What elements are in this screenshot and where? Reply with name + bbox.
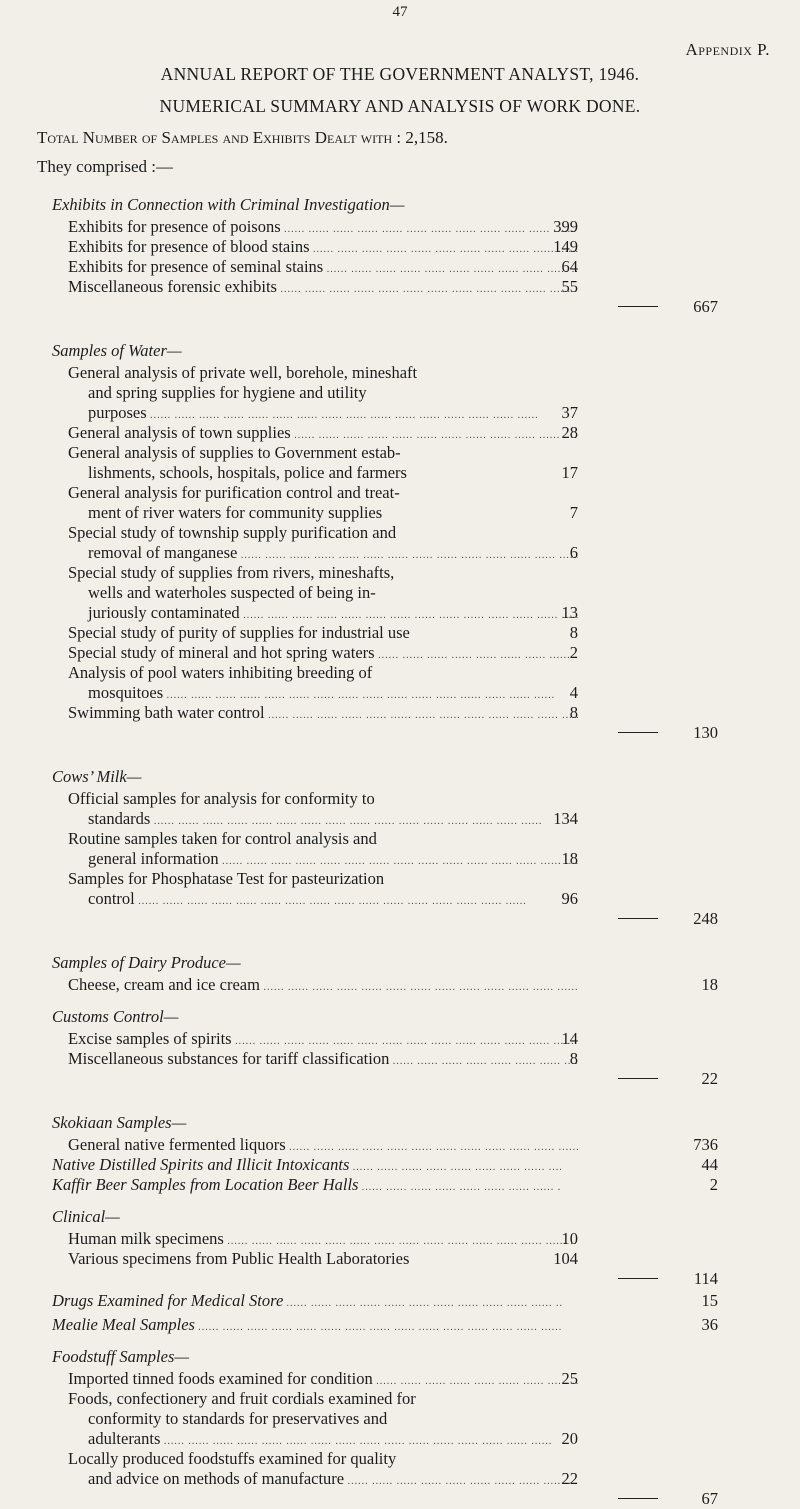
section-total	[0, 1269, 800, 1287]
section-title: Samples of Water—	[52, 341, 182, 360]
item-text: Exhibits for presence of blood stains .....	[68, 237, 578, 257]
item-text: Various specimens from Public Health Laboratories	[68, 1249, 410, 1268]
section-skokiaan	[0, 1111, 800, 1195]
list-item	[0, 257, 800, 277]
list-item	[0, 1229, 800, 1249]
item-value: 37	[561, 403, 578, 422]
drugs-row	[0, 1291, 800, 1311]
item-text: General analysis for purification control and treat-	[68, 483, 400, 502]
item-text: conformity to standards for preservatives and	[88, 1409, 388, 1428]
item-text: Exhibits for presence of seminal stains .....	[68, 257, 578, 277]
appendix-label: Appendix P.	[685, 40, 770, 59]
section-title: Cows’ Milk—	[52, 767, 142, 786]
list-item	[0, 789, 800, 829]
section-foodstuff	[0, 1345, 800, 1507]
item-text: Miscellaneous forensic exhibits .....	[68, 277, 578, 297]
list-item	[0, 217, 800, 237]
list-item	[0, 1029, 800, 1049]
item-value: 6	[569, 543, 578, 562]
section-title: Clinical—	[52, 1207, 120, 1226]
item-text: Samples for Phosphatase Test for pasteurization	[68, 869, 385, 888]
item-text: Exhibits for presence of poisons .....	[68, 217, 578, 237]
item-value: 4	[569, 683, 578, 702]
item-value: 134	[553, 809, 578, 828]
list-item	[0, 1175, 800, 1195]
section-milk	[0, 765, 800, 927]
total-rule	[618, 1498, 658, 1499]
total-rule	[618, 918, 658, 919]
item-text: Official samples for analysis for conformity to	[68, 789, 375, 808]
total-rule	[618, 1078, 658, 1079]
list-item	[0, 975, 800, 995]
page-number: 47	[392, 4, 408, 20]
item-text: Special study of purity of supplies for industrial use	[68, 623, 410, 642]
item-value: 18	[561, 849, 578, 868]
item-text: wells and waterholes suspected of being in-	[88, 583, 376, 602]
item-text: standards .....	[68, 809, 578, 829]
section-total	[0, 909, 800, 927]
item-value: 736	[693, 1135, 718, 1154]
item-value: 8	[569, 623, 578, 642]
list-item	[0, 643, 800, 663]
list-item	[0, 277, 800, 297]
total-value: 114	[693, 1269, 718, 1288]
report-title: ANNUAL REPORT OF THE GOVERNMENT ANALYST, 1946.	[160, 64, 640, 84]
item-text: adulterants .....	[68, 1429, 578, 1449]
list-item	[0, 1249, 800, 1269]
report-subtitle: NUMERICAL SUMMARY AND ANALYSIS OF WORK DONE.	[159, 96, 641, 116]
item-text: Native Distilled Spirits and Illicit Intoxicants .....	[52, 1155, 562, 1175]
section-total	[0, 723, 800, 741]
item-text: Locally produced foodstuffs examined for quality	[68, 1449, 397, 1468]
list-item	[0, 1135, 800, 1155]
list-item	[0, 1369, 800, 1389]
item-value: 28	[561, 423, 578, 442]
item-text: and spring supplies for hygiene and utility	[88, 383, 367, 402]
item-value: 55	[561, 277, 578, 296]
item-text: and advice on methods of manufacture .....	[68, 1469, 578, 1489]
list-item	[0, 623, 800, 643]
item-text: General analysis of private well, borehole, mineshaft	[68, 363, 418, 382]
item-text: General analysis of supplies to Government estab-	[68, 443, 401, 462]
list-item	[0, 663, 800, 703]
item-text: General analysis of town supplies .....	[68, 423, 578, 443]
item-value: 14	[561, 1029, 578, 1048]
section-water	[0, 339, 800, 741]
item-value: 2	[709, 1175, 718, 1194]
item-value: 399	[553, 217, 578, 236]
item-value: 44	[701, 1155, 718, 1174]
item-value: 17	[561, 463, 578, 482]
section-clinical	[0, 1205, 800, 1287]
item-value: 20	[561, 1429, 578, 1448]
item-value: 15	[701, 1291, 718, 1310]
list-item	[0, 443, 800, 483]
item-text: general information .....	[68, 849, 578, 869]
comprised-line: They comprised :—	[37, 157, 173, 176]
item-value: 2	[569, 643, 578, 662]
section-dairy	[0, 951, 800, 995]
item-value: 104	[553, 1249, 578, 1268]
list-item	[0, 1449, 800, 1489]
item-text: Foods, confectionery and fruit cordials examined for	[68, 1389, 416, 1408]
list-item	[0, 1049, 800, 1069]
total-value: 130	[693, 723, 718, 742]
item-text: Mealie Meal Samples .....	[52, 1315, 562, 1335]
item-text: Special study of mineral and hot spring waters .....	[68, 643, 578, 663]
item-text: Imported tinned foods examined for condition .....	[68, 1369, 578, 1389]
item-value: 10	[561, 1229, 578, 1248]
list-item	[0, 523, 800, 563]
total-samples-line: Total Number of Samples and Exhibits Dealt with : 2,158.	[37, 128, 448, 147]
total-rule	[618, 1278, 658, 1279]
section-title: Exhibits in Connection with Criminal Investigation—	[52, 195, 405, 214]
list-item	[0, 703, 800, 723]
list-item	[0, 869, 800, 909]
section-title: Skokiaan Samples—	[52, 1113, 187, 1132]
list-item	[0, 1389, 800, 1449]
item-text: removal of manganese .....	[68, 543, 578, 563]
list-item	[0, 483, 800, 523]
section-total	[0, 297, 800, 315]
item-text: Swimming bath water control .....	[68, 703, 578, 723]
item-text: ment of river waters for community supplies	[88, 503, 383, 522]
item-value: 22	[561, 1469, 578, 1488]
item-text: purposes .....	[68, 403, 578, 423]
item-text: Miscellaneous substances for tariff classification .....	[68, 1049, 578, 1069]
list-item	[0, 423, 800, 443]
item-value: 8	[569, 703, 578, 722]
mealie-row	[0, 1315, 800, 1335]
item-text: mosquitoes .....	[68, 683, 578, 703]
item-text: Excise samples of spirits .....	[68, 1029, 578, 1049]
total-value: 22	[701, 1069, 718, 1088]
section-customs	[0, 1005, 800, 1087]
item-text: Drugs Examined for Medical Store .....	[52, 1291, 562, 1311]
item-text: juriously contaminated .....	[68, 603, 578, 623]
item-value: 25	[561, 1369, 578, 1388]
section-total	[0, 1069, 800, 1087]
summary-content	[0, 183, 800, 1507]
item-text: Routine samples taken for control analysis and	[68, 829, 377, 848]
list-item	[0, 363, 800, 423]
item-value: 96	[561, 889, 578, 908]
item-text: control .....	[68, 889, 578, 909]
item-value: 7	[569, 503, 578, 522]
list-item	[0, 563, 800, 623]
item-text: Special study of township supply purification and	[68, 523, 397, 542]
item-text: Kaffir Beer Samples from Location Beer Halls .....	[52, 1175, 562, 1195]
item-value: 8	[569, 1049, 578, 1068]
item-value: 64	[561, 257, 578, 276]
item-value: 13	[561, 603, 578, 622]
item-text: General native fermented liquors .....	[68, 1135, 578, 1155]
item-text: Special study of supplies from rivers, mineshafts,	[68, 563, 395, 582]
item-text: Cheese, cream and ice cream .....	[68, 975, 578, 995]
section-title: Samples of Dairy Produce—	[52, 953, 241, 972]
section-total	[0, 1489, 800, 1507]
total-rule	[618, 732, 658, 733]
total-value: 667	[693, 297, 718, 316]
total-value: 67	[701, 1489, 718, 1508]
item-value: 18	[701, 975, 718, 994]
section-title: Customs Control—	[52, 1007, 179, 1026]
section-criminal	[0, 193, 800, 315]
total-rule	[618, 306, 658, 307]
total-value: 248	[693, 909, 718, 928]
item-value: 36	[701, 1315, 718, 1334]
item-text: lishments, schools, hospitals, police and farmers	[88, 463, 407, 482]
item-value: 149	[553, 237, 578, 256]
list-item	[0, 237, 800, 257]
item-text: Human milk specimens .....	[68, 1229, 578, 1249]
section-title: Foodstuff Samples—	[52, 1347, 190, 1366]
item-text: Analysis of pool waters inhibiting breeding of	[68, 663, 373, 682]
list-item	[0, 829, 800, 869]
list-item	[0, 1155, 800, 1175]
